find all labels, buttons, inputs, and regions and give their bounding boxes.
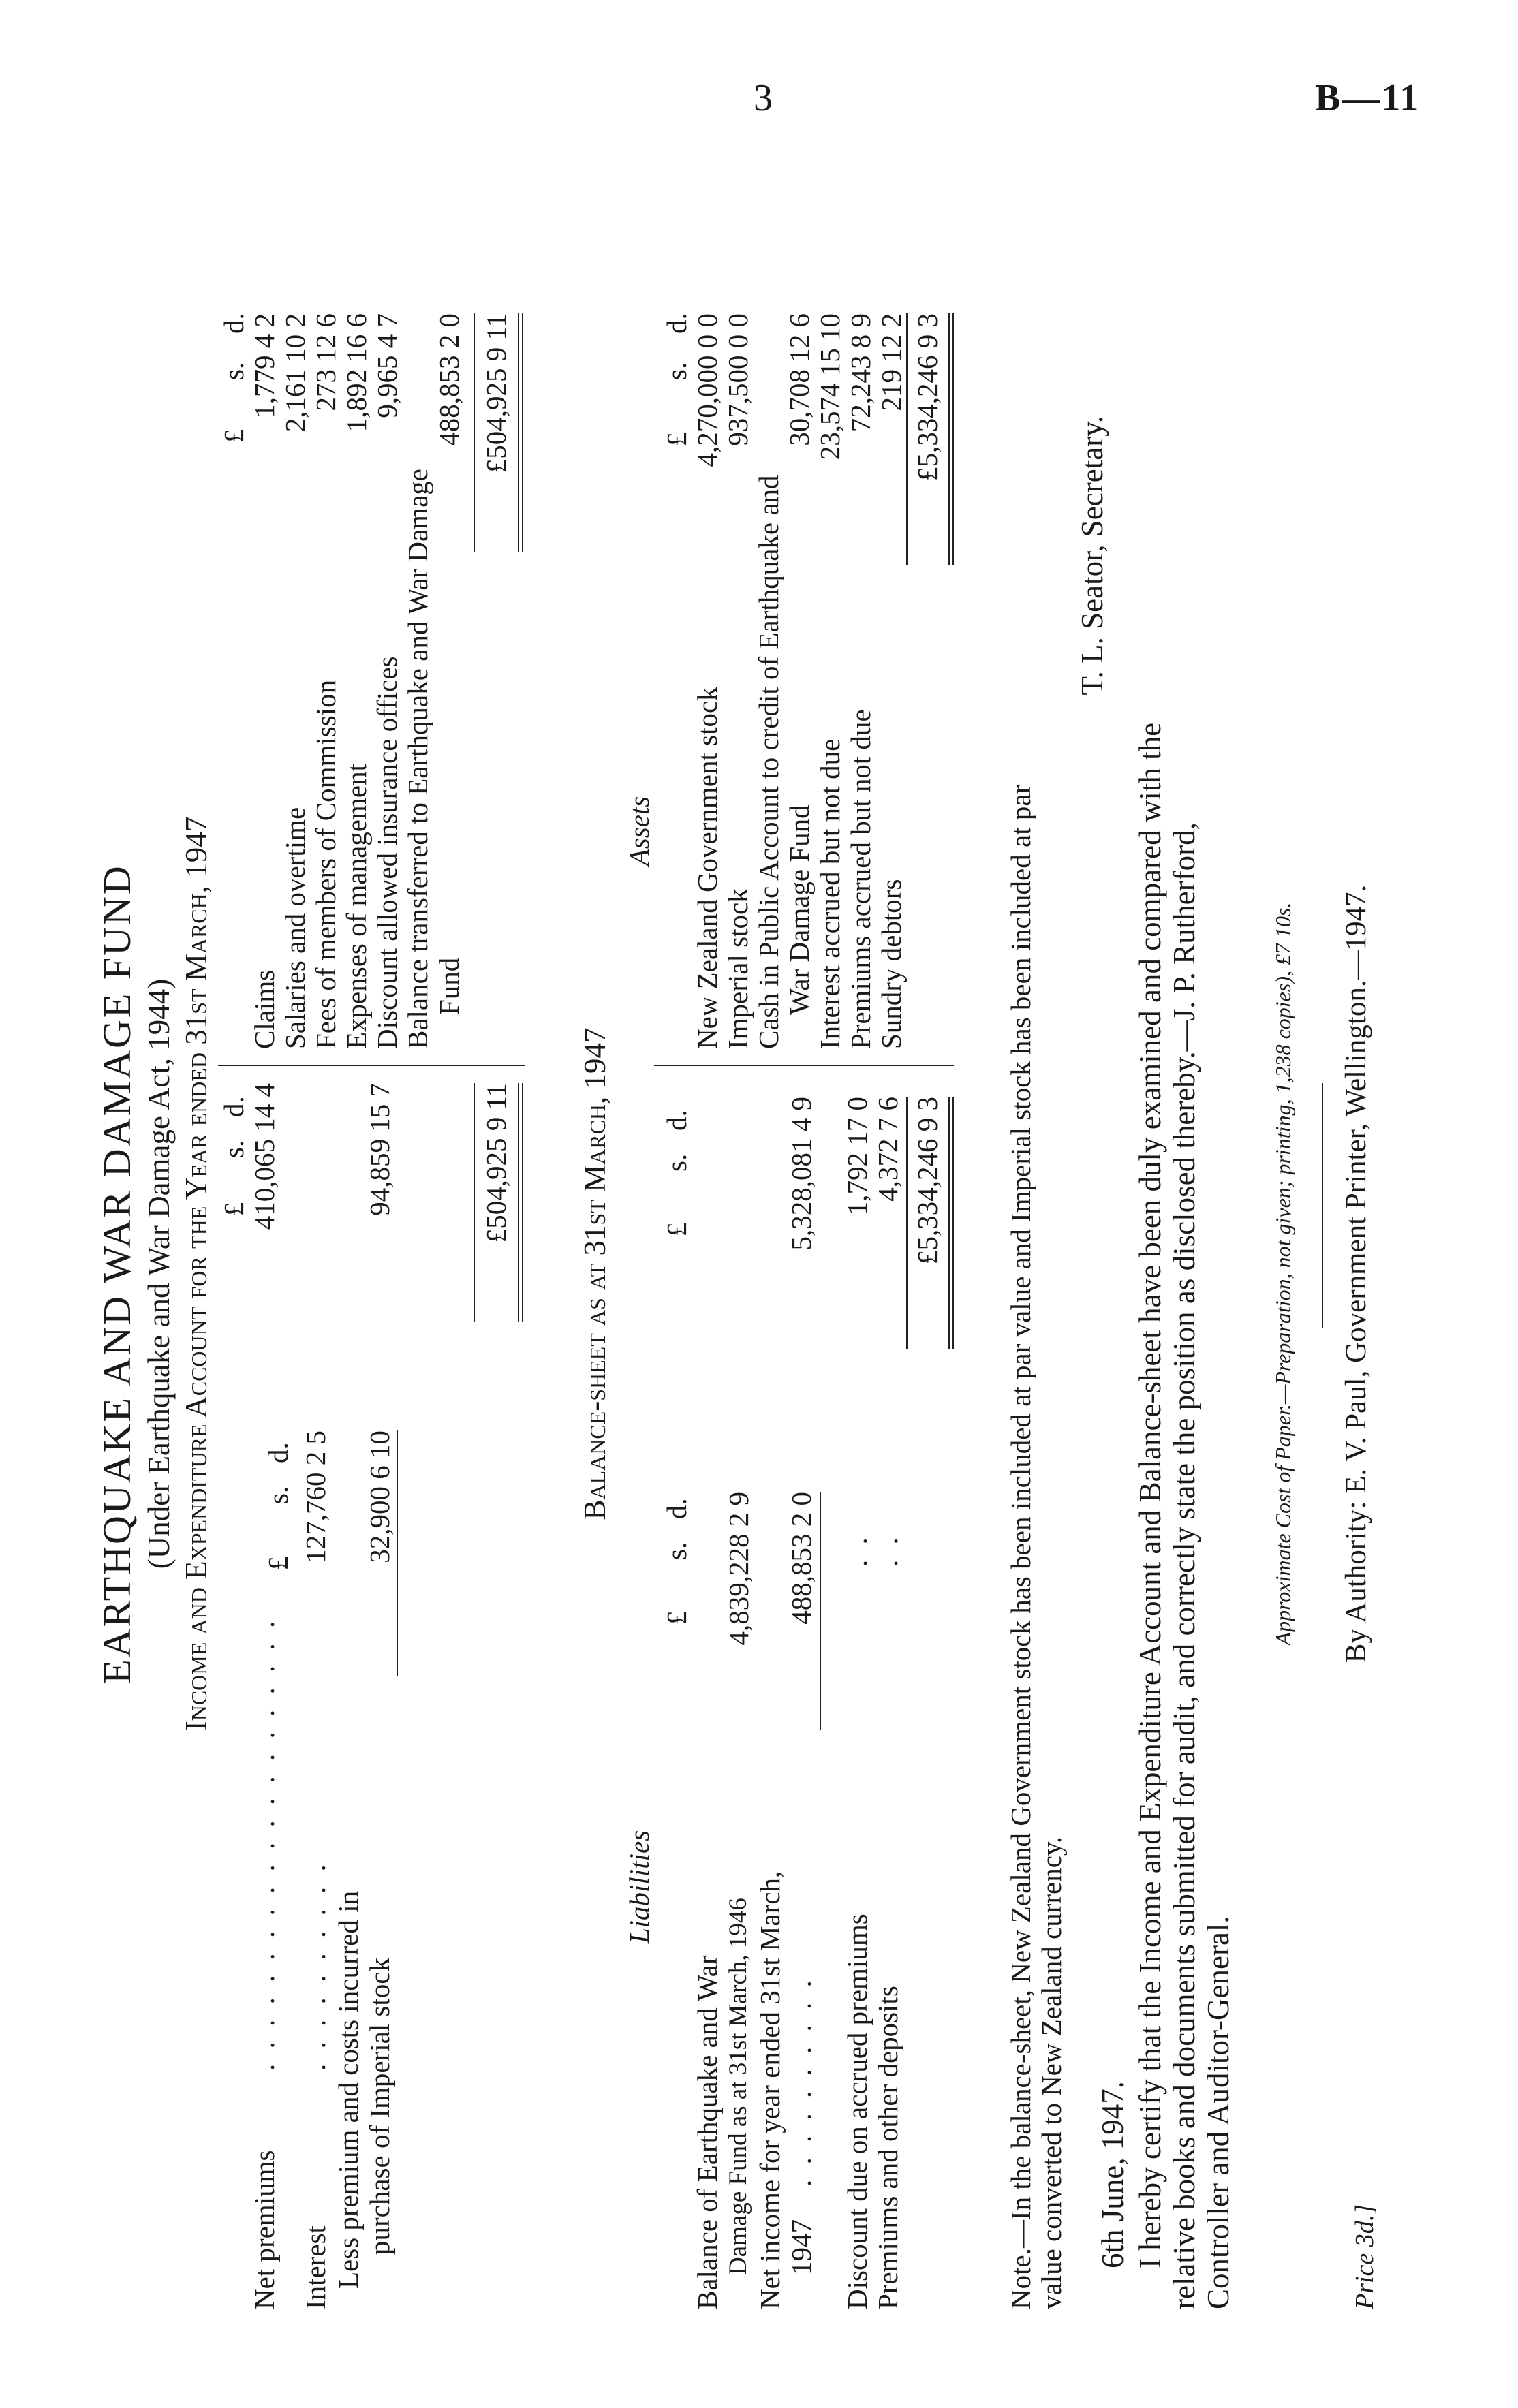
document-title: EARTHQUAKE AND WAR DAMAGE FUND bbox=[95, 864, 139, 1684]
interest-accrued-label: Interest accrued but not due bbox=[814, 738, 846, 1049]
certificate-line-1: I hereby certify that the Income and Expenditure Account and Balance-sheet have been duly examined and compared with the bbox=[1133, 722, 1167, 2268]
total-rule bbox=[474, 1083, 475, 1322]
leader-dots: . . . . . . . . . . . . . . . . . . . . . bbox=[249, 1616, 280, 2071]
salaries-label: Salaries and overtime bbox=[279, 807, 311, 1049]
cash-label-2: War Damage Fund bbox=[784, 804, 815, 1015]
nz-stock-amount: 4,270,000 0 0 bbox=[692, 313, 723, 467]
discount-allowed-label: Discount allowed insurance offices bbox=[371, 656, 403, 1049]
cost-note: Approximate Cost of Paper.—Preparation, not given; printing, 1,238 copies), £7 10s. bbox=[1271, 902, 1295, 1646]
interest-accrued-amount: 23,574 15 10 bbox=[814, 313, 846, 460]
fund-balance-label-2: Damage Fund as at 31st March, 1946 bbox=[724, 1898, 752, 2275]
sundry-debtors-label: Sundry debtors bbox=[876, 879, 907, 1049]
imperial-stock-label: Imperial stock bbox=[722, 888, 754, 1049]
leader-dots: . . bbox=[841, 1533, 873, 1567]
balance-transferred-label-2: Fund bbox=[433, 957, 465, 1015]
net-income-label-1: Net income for year ended 31st March, bbox=[754, 1871, 786, 2309]
cash-amount: 30,708 12 6 bbox=[784, 313, 815, 446]
report-code: B—11 bbox=[1315, 77, 1421, 119]
discount-due-label: Discount due on accrued premiums bbox=[841, 1913, 873, 2309]
income-col-shillings: s. bbox=[262, 1486, 294, 1504]
discount-allowed-amount: 9,965 4 7 bbox=[371, 313, 403, 418]
liab-col-shillings: s. bbox=[661, 1542, 692, 1560]
exp-col-pounds: £ bbox=[218, 428, 249, 443]
expenditure-total: £504,925 9 11 bbox=[480, 313, 512, 473]
liab-total-double-rule bbox=[948, 1097, 954, 1349]
exp-col-pence: d. bbox=[218, 313, 249, 334]
liab-col-pence: d. bbox=[661, 1498, 692, 1519]
liab-col2-shillings: s. bbox=[661, 1153, 692, 1172]
income-total: £504,925 9 11 bbox=[480, 1083, 512, 1243]
income-account-heading: Income and Expenditure Account for the Year ended 31st March, 1947 bbox=[179, 816, 213, 1732]
interest-label: Interest bbox=[300, 2225, 331, 2309]
interest-amount: 127,760 2 5 bbox=[300, 1430, 331, 1563]
secretary-signature: T. L. Seator, Secretary. bbox=[1075, 416, 1109, 695]
document-date: 6th June, 1947. bbox=[1096, 2081, 1130, 2268]
income-col2-shillings: s. bbox=[218, 1140, 249, 1158]
deposits-amount: 4,372 7 6 bbox=[872, 1097, 903, 1202]
premiums-accrued-amount: 72,243 8 9 bbox=[845, 313, 876, 433]
discount-due-amount: 1,792 17 0 bbox=[841, 1097, 873, 1216]
fund-balance-amount: 4,839,228 2 9 bbox=[723, 1492, 754, 1646]
certificate-line-2: relative books and documents submitted for audit, and correctly state the position as disclosed thereby.—J. P. Rutherford, bbox=[1167, 822, 1201, 2309]
exp-col-shillings: s. bbox=[218, 362, 249, 380]
asset-total-rule bbox=[906, 313, 908, 565]
income-col2-pence: d. bbox=[218, 1096, 249, 1117]
net-income-amount: 488,853 2 0 bbox=[786, 1492, 817, 1625]
claims-amount: 1,779 4 2 bbox=[249, 313, 280, 418]
less-premium-amount: 32,900 6 10 bbox=[364, 1430, 395, 1563]
balance-transferred-label-1: Balance transferred to Earthquake and War Damage bbox=[402, 469, 433, 1049]
leader-dots: . . . . . . . . . . bbox=[786, 1976, 817, 2187]
authority-rule bbox=[1322, 1083, 1323, 1328]
asset-col-shillings: s. bbox=[661, 362, 692, 380]
liab-col2-pence: d. bbox=[661, 1110, 692, 1131]
imperial-stock-amount: 937,500 0 0 bbox=[722, 313, 754, 446]
liabilities-total: £5,334,246 9 3 bbox=[912, 1097, 943, 1264]
balance-transferred-amount: 488,853 2 0 bbox=[433, 313, 465, 446]
certificate-line-3: Controller and Auditor-General. bbox=[1201, 1916, 1235, 2309]
exp-total-rule bbox=[474, 313, 475, 552]
asset-col-pounds: £ bbox=[661, 432, 692, 447]
claims-label: Claims bbox=[249, 969, 280, 1049]
document-subtitle: (Under Earthquake and War Damage Act, 1944) bbox=[142, 978, 176, 1569]
leader-dots: . . . . . . . . . . bbox=[300, 1860, 331, 2071]
page-number: 3 bbox=[754, 77, 773, 119]
total-double-rule bbox=[518, 1083, 523, 1322]
liab-col-pounds: £ bbox=[661, 1610, 692, 1625]
sundry-debtors-amount: 219 12 2 bbox=[876, 313, 907, 411]
liab-sub-rule bbox=[820, 1492, 821, 1730]
cash-label-1: Cash in Public Account to credit of Earthquake and bbox=[753, 475, 784, 1049]
liab-total-rule bbox=[906, 1097, 908, 1349]
salaries-amount: 2,161 10 2 bbox=[279, 313, 311, 433]
expenses-label: Expenses of management bbox=[341, 764, 372, 1049]
assets-total: £5,334,246 9 3 bbox=[912, 313, 943, 481]
balance-sheet-divider bbox=[654, 1065, 954, 1066]
subtotal-rule bbox=[397, 1430, 398, 1676]
asset-total-double-rule bbox=[948, 313, 954, 565]
fees-label: Fees of members of Commission bbox=[310, 679, 341, 1049]
authority-line: By Authority: E. V. Paul, Government Printer, Wellington.—1947. bbox=[1340, 884, 1372, 1663]
less-premium-label-1: Less premium and costs incurred in bbox=[332, 1890, 364, 2289]
balance-sheet-heading: Balance-sheet as at 31st March, 1947 bbox=[578, 1027, 612, 1520]
fund-balance-label-1: Balance of Earthquake and War bbox=[692, 1955, 723, 2309]
expenses-amount: 1,892 16 6 bbox=[341, 313, 372, 433]
exp-total-double-rule bbox=[518, 313, 523, 552]
income-col-pence: d. bbox=[262, 1442, 294, 1463]
liabilities-heading: Liabilities bbox=[623, 1830, 655, 1944]
net-income-label-2: 1947 bbox=[786, 2219, 817, 2275]
leader-dots: . . bbox=[872, 1533, 903, 1567]
account-divider bbox=[218, 1065, 525, 1066]
fees-amount: 273 12 6 bbox=[310, 313, 341, 411]
net-interest-amount: 94,859 15 7 bbox=[364, 1083, 395, 1216]
nz-stock-label: New Zealand Government stock bbox=[692, 687, 723, 1049]
asset-col-pence: d. bbox=[661, 313, 692, 334]
liab-col2-pounds: £ bbox=[661, 1222, 692, 1237]
net-premiums-amount: 410,065 14 4 bbox=[249, 1083, 280, 1230]
income-col-pounds: £ bbox=[262, 1556, 294, 1571]
less-premium-label-2: purchase of Imperial stock bbox=[364, 1957, 395, 2255]
income-col2-pounds: £ bbox=[218, 1202, 249, 1217]
net-premiums-label: Net premiums bbox=[249, 2150, 280, 2309]
price-label: Price 3d.] bbox=[1350, 2204, 1379, 2309]
premiums-accrued-label: Premiums accrued but not due bbox=[845, 709, 876, 1049]
assets-heading: Assets bbox=[623, 796, 655, 866]
deposits-label: Premiums and other deposits bbox=[872, 1986, 903, 2309]
liab-subtotal-amount: 5,328,081 4 9 bbox=[786, 1097, 817, 1251]
note-line-1: Note.—In the balance-sheet, New Zealand Government stock has been included at par value and Imperial stock has been included at par bbox=[1005, 784, 1036, 2309]
rotated-document-body bbox=[0, 184, 1397, 2364]
note-line-2: value converted to New Zealand currency. bbox=[1036, 1836, 1067, 2309]
